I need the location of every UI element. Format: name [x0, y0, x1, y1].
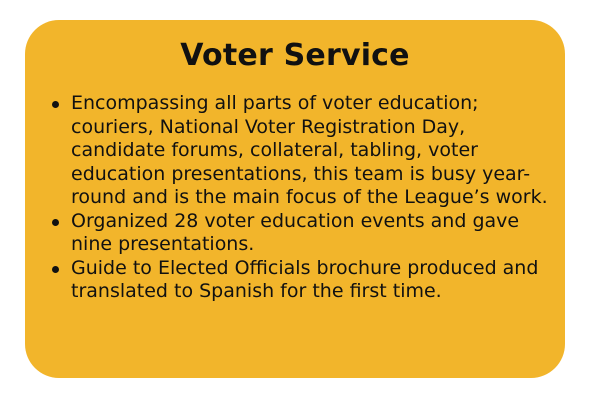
bullet-text: Encompassing all parts of voter education; couriers, National Voter Registration Day, candidate forums, collateral, tabling, voter education presentations, this team is busy year-round and is the main focus of the League’s work.: [71, 92, 548, 208]
voter-service-card: [25, 20, 565, 378]
bullet-dot-icon: [52, 219, 59, 226]
bullet-text: Guide to Elected Officials brochure produced and translated to Spanish for the first time.: [71, 256, 539, 302]
bullet-item-brochure: [49, 257, 549, 304]
bullet-text: Organized 28 voter education events and gave nine presentations.: [71, 209, 520, 255]
bullet-dot-icon: [52, 266, 59, 273]
bullet-item-voter-education: [49, 92, 549, 210]
bullet-dot-icon: [52, 101, 59, 108]
bullet-list: [49, 92, 549, 304]
card-title: Voter Service: [180, 38, 410, 73]
bullet-item-events: [49, 210, 549, 257]
